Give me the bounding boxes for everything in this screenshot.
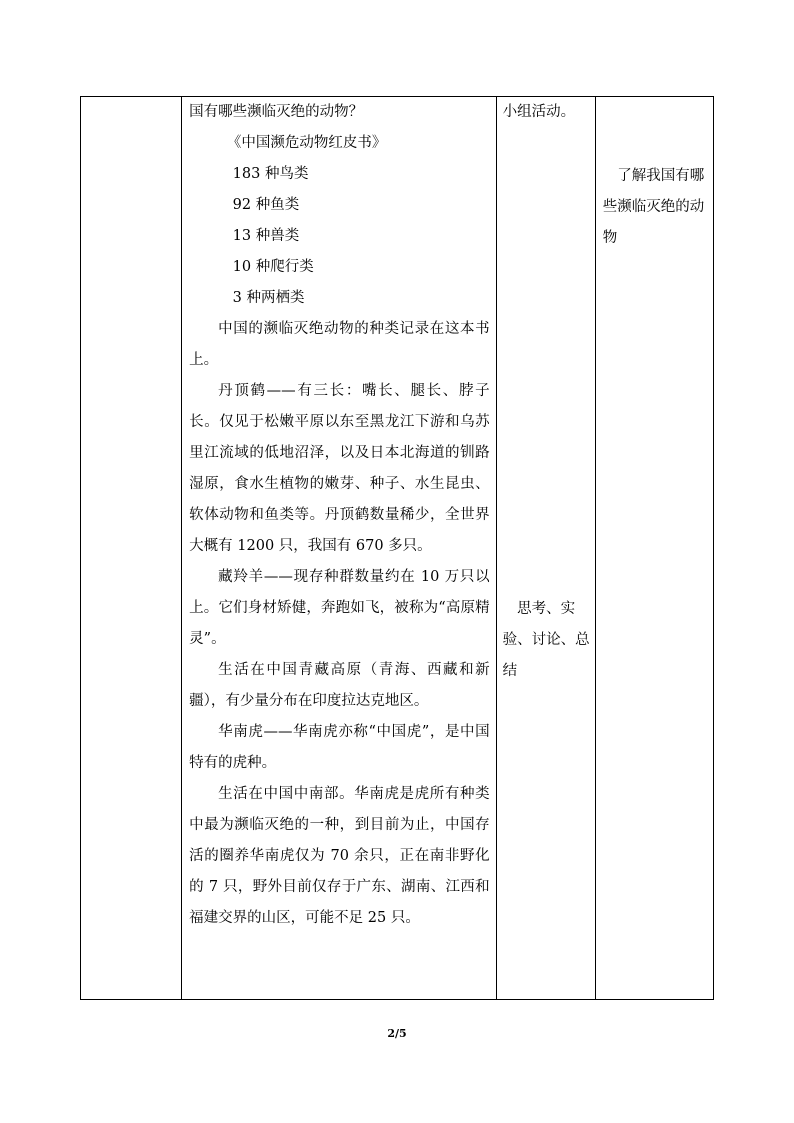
teaching-content-cell bbox=[182, 97, 496, 1000]
student-activity-cell bbox=[496, 97, 595, 1000]
crane-paragraph: 丹顶鹤——有三长：嘴长、腿长、脖子长。仅见于松嫩平原以东至黑龙江下游和乌苏里江流域的低地沼泽，以及日本北海道的钏路湿原，食水生植物的嫩芽、种子、水生昆虫、软体动物和鱼类等。丹顶鹤数量稀少，全世界大概有 1200 只，我国有 670 多只。 bbox=[189, 383, 490, 554]
lesson-plan-table bbox=[80, 96, 714, 1000]
tiger-paragraph: 华南虎——华南虎亦称“中国虎”，是中国特有的虎种。 bbox=[189, 724, 490, 771]
think-activity-text: 思考、实验、讨论、总结 bbox=[502, 601, 590, 679]
empty-cell bbox=[81, 97, 182, 1000]
category-item: 10 种爬行类 bbox=[232, 259, 314, 275]
page-number: 2/5 bbox=[387, 1027, 407, 1040]
category-item: 92 种鱼类 bbox=[232, 197, 300, 213]
group-activity-text: 小组活动。 bbox=[502, 104, 576, 120]
goal-text: 了解我国有哪些濒临灭绝的动物 bbox=[602, 168, 705, 246]
book-title: 《中国濒危动物红皮书》 bbox=[226, 135, 387, 151]
tiger-habitat-paragraph: 生活在中国中南部。华南虎是虎所有种类中最为濒临灭绝的一种，到目前为止，中国存活的圈养华南虎仅为 70 余只，正在南非野化的 7 只，野外目前仅存于广东、湖南、江西和福建交界的山区，可能不足 25 只。 bbox=[189, 786, 490, 926]
design-intent-cell bbox=[595, 97, 713, 1000]
category-item: 3 种两栖类 bbox=[232, 290, 305, 306]
question-text: 国有哪些濒临灭绝的动物？ bbox=[189, 104, 364, 120]
antelope-paragraph: 藏羚羊——现存种群数量约在 10 万只以上。它们身材矫健，奔跑如飞，被称为“高原精灵”。 bbox=[189, 569, 490, 647]
category-item: 183 种鸟类 bbox=[232, 166, 309, 182]
category-item: 13 种兽类 bbox=[232, 228, 300, 244]
antelope-habitat-paragraph: 生活在中国青藏高原（青海、西藏和新疆），有少量分布在印度拉达克地区。 bbox=[189, 662, 490, 709]
record-note: 中国的濒临灭绝动物的种类记录在这本书上。 bbox=[189, 321, 490, 368]
table-row bbox=[81, 97, 714, 1000]
